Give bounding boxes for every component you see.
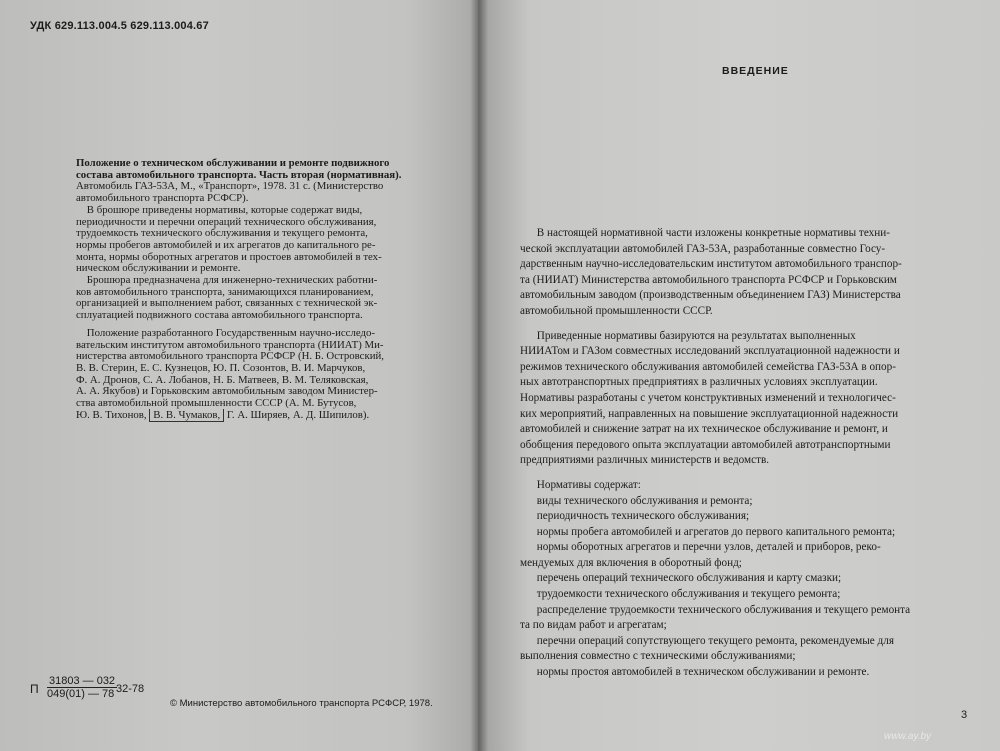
text-line: Приведенные нормативы базируются на результатах выполненных bbox=[520, 329, 856, 342]
text-line: НИИАТом и ГАЗом совместных исследований эксплуатационной надежности и bbox=[520, 345, 900, 358]
text-line: Нормативы разработаны с учетом конструктивных изменений и технологичес- bbox=[520, 391, 896, 404]
watermark: www.ay.by bbox=[884, 731, 932, 742]
abstract-line: А. А. Якубов) и Горьковским автомобильным заводом Министер- bbox=[76, 385, 378, 398]
text-line: трудоемкости технического обслуживания и текущего ремонта; bbox=[520, 588, 841, 601]
text-line: В настоящей нормативной части изложены конкретные нормативы техни- bbox=[520, 227, 890, 239]
page-title: ВВЕДЕНИЕ bbox=[722, 65, 789, 77]
imprint-fraction bbox=[47, 675, 117, 700]
text-line: автомобилей и снижение затрат на их техническое обслуживание и ремонт, и bbox=[520, 423, 888, 436]
text-line: ких мероприятий, направленных на повышение эксплуатационной надежности bbox=[520, 407, 899, 420]
text-line: виды технического обслуживания и ремонта; bbox=[520, 494, 753, 507]
text-line: ных автотранспортных предприятиях в различных условиях эксплуатации. bbox=[520, 376, 878, 389]
abstract-line: организацией и выполнением работ, связанных с технической эк- bbox=[76, 297, 378, 310]
abstract-block bbox=[76, 158, 448, 421]
text-line: перечни операций сопутствующего текущего ремонта, рекомендуемые для bbox=[520, 634, 894, 647]
abstract-line: Положение разработанного Государственным научно-исследо- bbox=[76, 326, 375, 339]
abstract-line: ническом обслуживании и ремонте. bbox=[76, 262, 241, 275]
paragraph-gap bbox=[520, 469, 968, 478]
abstract-line: В. В. Стерин, Е. С. Кузнецов, Ю. П. Созонтов, В. И. Марчуков, bbox=[76, 361, 366, 374]
text-line: дарственным научно-исследовательским институтом автомобильного транспор- bbox=[520, 258, 902, 271]
abstract-line: нормы пробегов автомобилей и их агрегатов до капитального ре- bbox=[76, 238, 376, 251]
text-line: режимов технического обслуживания автомобилей семейства ГАЗ-53А в опор- bbox=[520, 360, 896, 373]
page-number: 3 bbox=[961, 709, 968, 721]
abstract-line: В брошюре приведены нормативы, которые содержат виды, bbox=[76, 203, 363, 216]
abstract-line: Брошюра предназначена для инженерно-технических работни- bbox=[76, 274, 378, 287]
text-line: периодичность технического обслуживания; bbox=[520, 510, 750, 523]
abstract-line: состава автомобильного транспорта. Часть вторая (нормативная). bbox=[76, 168, 402, 181]
text-line: автомобильным заводом (производственным объединением ГАЗ) Министерства bbox=[520, 289, 901, 302]
author-text: Г. А. Ширяев, А. Д. Шипилов). bbox=[226, 408, 370, 421]
text-line: нормы пробега автомобилей и агрегатов до первого капитального ремонта; bbox=[520, 525, 896, 538]
paragraph-gap bbox=[520, 320, 968, 329]
text-line: Нормативы содержат: bbox=[520, 478, 641, 491]
text-line: автомобильной промышленности СССР. bbox=[520, 304, 713, 317]
text-line: ческой эксплуатации автомобилей ГАЗ-53А, разработанные совместно Госу- bbox=[520, 242, 886, 255]
abstract-line: Автомобиль ГАЗ-53А, М., «Транспорт», 1978. 31 с. (Министерство bbox=[76, 180, 384, 193]
abstract-line: Ф. А. Дронов, С. А. Лобанов, Н. Б. Матвеев, В. М. Теляковская, bbox=[76, 373, 369, 386]
text-line: та (НИИАТ) Министерства автомобильного транспорта РСФСР и Горьковским bbox=[520, 273, 897, 286]
abstract-line: автомобильного транспорта РСФСР). bbox=[76, 192, 249, 205]
abstract-line: периодичности и перечни операций технического обслуживания, bbox=[76, 215, 377, 228]
text-line: обобщения передового опыта эксплуатации автомобилей автотранспортными bbox=[520, 438, 891, 451]
text-line: распределение трудоемкости технического обслуживания и текущего ремонта bbox=[520, 603, 911, 616]
abstract-line: ков автомобильного транспорта, занимающихся планированием, bbox=[76, 285, 374, 298]
imprint-letter: П bbox=[30, 682, 39, 696]
abstract-line: монта, нормы оборотных агрегатов и простоев автомобилей в тех- bbox=[76, 250, 382, 263]
abstract-line: ства автомобильной промышленности СССР (А. М. Бутусов, bbox=[76, 397, 357, 410]
abstract-line: сплуатацией подвижного состава автомобильного транспорта. bbox=[76, 309, 363, 322]
introduction-text bbox=[520, 226, 968, 681]
text-line: та по видам работ и агрегатам; bbox=[520, 619, 667, 632]
imprint-code: 32-78 bbox=[116, 683, 145, 695]
imprint-block bbox=[30, 675, 170, 705]
abstract-line-authors bbox=[76, 410, 448, 422]
text-line: нормы оборотных агрегатов и перечни узлов, деталей и приборов, реко- bbox=[520, 541, 881, 554]
author-text: Ю. В. Тихонов, bbox=[76, 408, 147, 421]
abstract-line: Положение о техническом обслуживании и ремонте подвижного bbox=[76, 157, 390, 169]
abstract-line: нистерства автомобильного транспорта РСФСР (Н. Б. Островский, bbox=[76, 350, 384, 363]
imprint-numerator: 31803 — 032 bbox=[49, 675, 116, 687]
text-line: мендуемых для включения в оборотный фонд; bbox=[520, 556, 742, 569]
boxed-author: В. В. Чумаков, bbox=[149, 409, 224, 422]
copyright-line: © Министерство автомобильного транспорта РСФСР, 1978. bbox=[170, 698, 433, 709]
abstract-line: трудоемкость технического обслуживания и текущего ремонта, bbox=[76, 227, 368, 240]
book-gutter bbox=[470, 0, 488, 751]
imprint-denominator: 049(01) — 78 bbox=[47, 688, 115, 700]
text-line: предприятиями различных министерств и ведомств. bbox=[520, 454, 770, 467]
text-line: нормы простоя автомобилей в техническом обслуживании и ремонте. bbox=[520, 666, 870, 679]
abstract-line: вательским институтом автомобильного транспорта (НИИАТ) Ми- bbox=[76, 338, 384, 351]
text-line: перечень операций технического обслуживания и карту смазки; bbox=[520, 572, 842, 585]
udk-code: УДК 629.113.004.5 629.113.004.67 bbox=[30, 20, 209, 32]
text-line: выполнения совместно с техническими обслуживаниями; bbox=[520, 650, 796, 663]
